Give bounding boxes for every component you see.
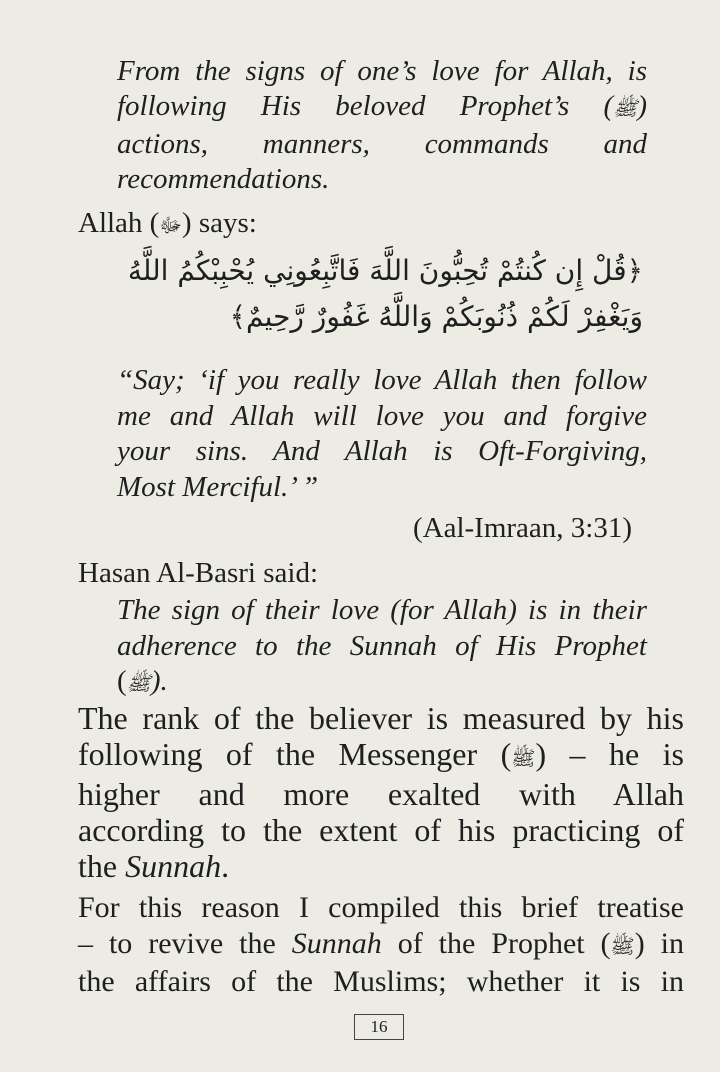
- hasan-quote-line: The sign of their love (for Allah) is in their: [117, 594, 647, 626]
- rank-paragraph: [78, 700, 684, 884]
- hasan-quote-line: (ﷺ).: [117, 665, 168, 697]
- rank-line: The rank of the believer is measured by his: [78, 700, 684, 736]
- rank-line: the Sunnah.: [78, 848, 230, 884]
- verse-translation: [117, 363, 647, 505]
- rank-line: following of the Messenger (ﷺ) – he is: [78, 736, 685, 772]
- translation-line: me and Allah will love you and forgive: [117, 399, 647, 432]
- reason-line: – to revive the Sunnah of the Prophet (ﷺ) in: [78, 927, 684, 960]
- arabic-verse: [78, 248, 643, 340]
- intro-line: following His beloved Prophet’s (ﷺ): [117, 90, 647, 123]
- salla-symbol: ﷺ: [610, 934, 635, 958]
- rank-line: higher and more exalted with Allah: [78, 776, 684, 812]
- page-number: 16: [354, 1014, 404, 1040]
- arabic-verse-line: وَيَغْفِرْ لَكُمْ ذُنُوبَكُمْ وَاللَّهُ غَفُورٌ رَّحِيمٌ﴾: [229, 300, 643, 333]
- intro-line: actions, manners, commands and: [117, 127, 647, 160]
- intro-paragraph: [117, 54, 647, 197]
- translation-line: your sins. And Allah is Oft-Forgiving,: [117, 435, 647, 467]
- hasan-quote-line: adherence to the Sunnah of His Prophet: [117, 629, 647, 662]
- salla-symbol: ﷺ: [613, 96, 638, 121]
- translation-line: Most Merciful.’ ”: [117, 470, 319, 503]
- allah-says-line: Allah (ﷻ) says:: [78, 207, 257, 239]
- translation-line: “Say; ‘if you really love Allah then follow: [117, 364, 647, 396]
- reason-paragraph: [78, 890, 684, 1000]
- salla-symbol: ﷺ: [126, 671, 151, 695]
- hasan-said-line: Hasan Al-Basri said:: [78, 557, 319, 589]
- arabic-verse-line: ﴿قُلْ إِن كُنتُمْ تُحِبُّونَ اللَّهَ فَاتَّبِعُونِي يُحْبِبْكُمُ اللَّهُ: [127, 254, 643, 287]
- verse-reference: (Aal-Imraan, 3:31): [412, 512, 632, 544]
- reason-line: the affairs of the Muslims; whether it is in: [78, 965, 684, 998]
- intro-line: recommendations.: [117, 162, 330, 195]
- reason-line: For this reason I compiled this brief treatise: [78, 891, 684, 924]
- hasan-quote: [117, 593, 647, 702]
- intro-line: From the signs of one’s love for Allah, is: [117, 55, 647, 87]
- subhanahu-symbol: ﷻ: [159, 213, 182, 237]
- rank-line: according to the extent of his practicing of: [78, 812, 684, 848]
- salla-symbol: ﷺ: [511, 746, 536, 770]
